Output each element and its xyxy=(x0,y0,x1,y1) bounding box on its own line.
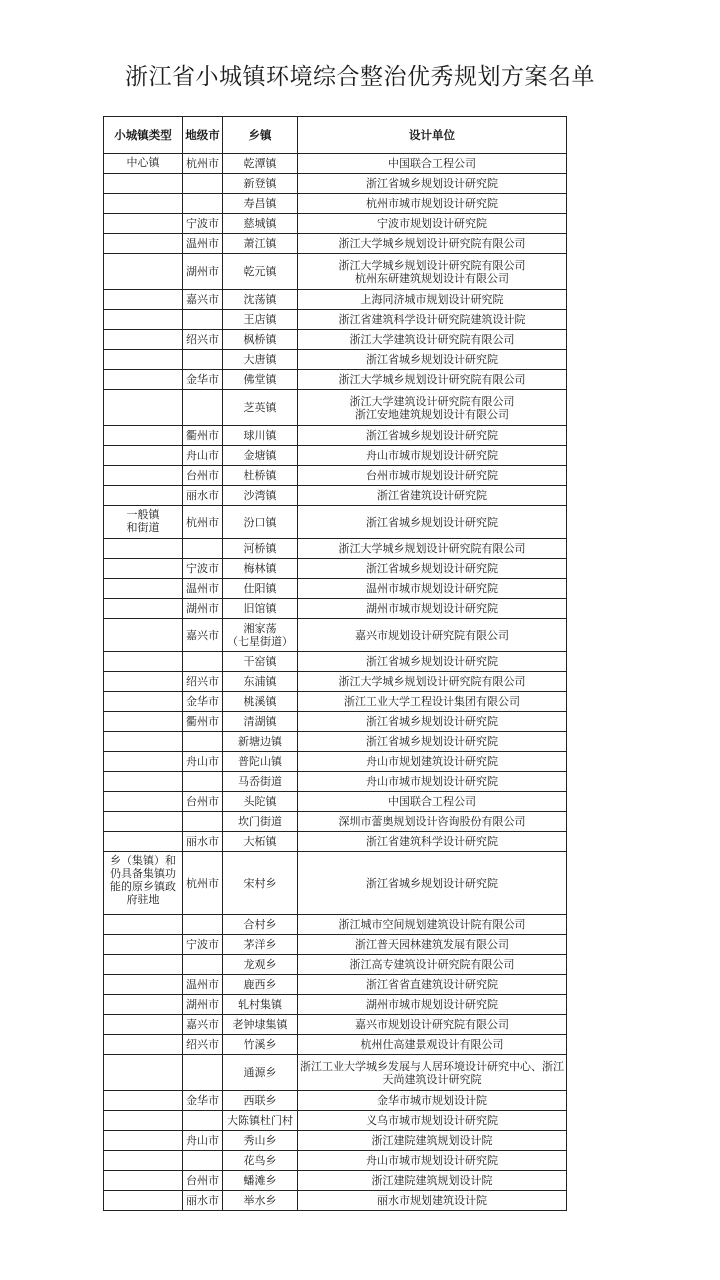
city-cell xyxy=(183,812,223,832)
unit-cell: 嘉兴市规划设计研究院有限公司 xyxy=(298,1015,567,1035)
type-cell xyxy=(104,752,183,772)
town-cell: 沈荡镇 xyxy=(223,290,298,310)
town-cell: 萧江镇 xyxy=(223,234,298,254)
table-row xyxy=(104,370,567,390)
city-cell xyxy=(183,1111,223,1131)
table-row xyxy=(104,599,567,619)
table-row xyxy=(104,214,567,234)
type-cell xyxy=(104,652,183,672)
city-cell: 衢州市 xyxy=(183,712,223,732)
header-unit: 设计单位 xyxy=(298,117,567,154)
table-row xyxy=(104,832,567,852)
table-row xyxy=(104,732,567,752)
town-cell: 马岙街道 xyxy=(223,772,298,792)
page-title: 浙江省小城镇环境综合整治优秀规划方案名单 xyxy=(125,64,595,90)
city-cell: 温州市 xyxy=(183,234,223,254)
town-cell: 清湖镇 xyxy=(223,712,298,732)
unit-cell: 浙江城市空间规划建筑设计院有限公司 xyxy=(298,915,567,935)
type-cell xyxy=(104,1091,183,1111)
town-cell: 鹿西乡 xyxy=(223,975,298,995)
town-cell: 秀山乡 xyxy=(223,1131,298,1151)
city-cell: 丽水市 xyxy=(183,486,223,506)
unit-cell: 温州市城市规划设计研究院 xyxy=(298,579,567,599)
town-cell: 蟠滩乡 xyxy=(223,1171,298,1191)
table-row xyxy=(104,1151,567,1171)
type-cell xyxy=(104,370,183,390)
unit-cell: 舟山市规划建筑设计研究院 xyxy=(298,752,567,772)
unit-cell: 湖州市城市规划设计研究院 xyxy=(298,599,567,619)
city-cell: 舟山市 xyxy=(183,1131,223,1151)
table-row xyxy=(104,194,567,214)
table-row xyxy=(104,1091,567,1111)
town-cell: 东浦镇 xyxy=(223,672,298,692)
type-cell: 乡（集镇）和仍具备集镇功能的原乡镇政府驻地 xyxy=(104,852,183,915)
town-cell: 河桥镇 xyxy=(223,539,298,559)
type-cell xyxy=(104,772,183,792)
type-cell xyxy=(104,194,183,214)
unit-cell: 上海同济城市规划设计研究院 xyxy=(298,290,567,310)
type-cell xyxy=(104,1015,183,1035)
unit-cell: 舟山市城市规划设计研究院 xyxy=(298,446,567,466)
city-cell: 台州市 xyxy=(183,466,223,486)
city-cell: 舟山市 xyxy=(183,752,223,772)
city-cell: 丽水市 xyxy=(183,832,223,852)
city-cell: 衢州市 xyxy=(183,426,223,446)
table-row xyxy=(104,712,567,732)
city-cell: 金华市 xyxy=(183,370,223,390)
unit-cell: 浙江大学城乡规划设计研究院有限公司 xyxy=(298,539,567,559)
town-cell: 湘家荡 （七星街道） xyxy=(223,619,298,652)
city-cell xyxy=(183,390,223,426)
unit-cell: 浙江省城乡规划设计研究院 xyxy=(298,350,567,370)
unit-cell: 浙江大学城乡规划设计研究院有限公司 xyxy=(298,370,567,390)
city-cell xyxy=(183,1151,223,1171)
table-row xyxy=(104,559,567,579)
unit-cell: 浙江工业大学城乡发展与人居环境设计研究中心、浙江天尚建筑设计研究院 xyxy=(298,1055,567,1091)
city-cell: 舟山市 xyxy=(183,446,223,466)
unit-cell: 浙江省建筑设计研究院 xyxy=(298,486,567,506)
table-row xyxy=(104,752,567,772)
city-cell: 温州市 xyxy=(183,579,223,599)
town-cell: 竹溪乡 xyxy=(223,1035,298,1055)
unit-cell: 浙江省城乡规划设计研究院 xyxy=(298,559,567,579)
table-row xyxy=(104,466,567,486)
town-cell: 大唐镇 xyxy=(223,350,298,370)
table-row xyxy=(104,1111,567,1131)
unit-cell: 湖州市城市规划设计研究院 xyxy=(298,995,567,1015)
table-row xyxy=(104,426,567,446)
unit-cell: 浙江省建筑科学设计研究院 xyxy=(298,832,567,852)
type-cell xyxy=(104,1191,183,1211)
city-cell: 杭州市 xyxy=(183,506,223,539)
city-cell: 绍兴市 xyxy=(183,1035,223,1055)
city-cell: 杭州市 xyxy=(183,154,223,174)
city-cell xyxy=(183,652,223,672)
table-row xyxy=(104,579,567,599)
city-cell: 嘉兴市 xyxy=(183,290,223,310)
town-cell: 芝英镇 xyxy=(223,390,298,426)
type-cell xyxy=(104,792,183,812)
city-cell xyxy=(183,1055,223,1091)
table-row xyxy=(104,390,567,426)
unit-cell: 浙江省城乡规划设计研究院 xyxy=(298,426,567,446)
city-cell: 湖州市 xyxy=(183,254,223,290)
city-cell: 丽水市 xyxy=(183,1191,223,1211)
unit-cell: 浙江大学城乡规划设计研究院有限公司 xyxy=(298,234,567,254)
type-cell xyxy=(104,915,183,935)
table-row xyxy=(104,619,567,652)
city-cell xyxy=(183,194,223,214)
city-cell xyxy=(183,732,223,752)
type-cell xyxy=(104,812,183,832)
type-cell xyxy=(104,579,183,599)
town-cell: 西联乡 xyxy=(223,1091,298,1111)
unit-cell: 浙江工业大学工程设计集团有限公司 xyxy=(298,692,567,712)
type-cell xyxy=(104,1035,183,1055)
city-cell: 绍兴市 xyxy=(183,672,223,692)
city-cell: 湖州市 xyxy=(183,599,223,619)
city-cell xyxy=(183,915,223,935)
city-cell: 宁波市 xyxy=(183,559,223,579)
type-cell xyxy=(104,672,183,692)
unit-cell: 浙江大学建筑设计研究院有限公司 xyxy=(298,330,567,350)
city-cell xyxy=(183,539,223,559)
unit-cell: 杭州市城市规划设计研究院 xyxy=(298,194,567,214)
town-cell: 坎门街道 xyxy=(223,812,298,832)
table-row xyxy=(104,446,567,466)
town-cell: 杜桥镇 xyxy=(223,466,298,486)
city-cell: 温州市 xyxy=(183,975,223,995)
city-cell: 湖州市 xyxy=(183,995,223,1015)
type-cell xyxy=(104,599,183,619)
table-row xyxy=(104,915,567,935)
type-cell xyxy=(104,1151,183,1171)
unit-cell: 浙江大学城乡规划设计研究院有限公司 杭州东研建筑规划设计有限公司 xyxy=(298,254,567,290)
town-cell: 普陀山镇 xyxy=(223,752,298,772)
unit-cell: 深圳市蕾奥规划设计咨询股份有限公司 xyxy=(298,812,567,832)
table-row xyxy=(104,539,567,559)
table-header-row xyxy=(104,117,567,154)
city-cell: 嘉兴市 xyxy=(183,1015,223,1035)
unit-cell: 舟山市城市规划设计研究院 xyxy=(298,772,567,792)
unit-cell: 浙江普天园林建筑发展有限公司 xyxy=(298,935,567,955)
unit-cell: 浙江建院建筑规划设计院 xyxy=(298,1171,567,1191)
table-row xyxy=(104,995,567,1015)
type-cell xyxy=(104,330,183,350)
type-cell xyxy=(104,1171,183,1191)
type-cell xyxy=(104,712,183,732)
table-row xyxy=(104,486,567,506)
table-row xyxy=(104,1191,567,1211)
town-cell: 花鸟乡 xyxy=(223,1151,298,1171)
town-cell: 球川镇 xyxy=(223,426,298,446)
type-cell xyxy=(104,539,183,559)
header-city: 地级市 xyxy=(183,117,223,154)
unit-cell: 嘉兴市规划设计研究院有限公司 xyxy=(298,619,567,652)
table-row xyxy=(104,935,567,955)
unit-cell: 浙江省城乡规划设计研究院 xyxy=(298,732,567,752)
town-cell: 新塘边镇 xyxy=(223,732,298,752)
type-cell xyxy=(104,1131,183,1151)
table-row xyxy=(104,506,567,539)
table-body xyxy=(104,154,567,1211)
unit-cell: 浙江省城乡规划设计研究院 xyxy=(298,174,567,194)
city-cell: 台州市 xyxy=(183,792,223,812)
table-row xyxy=(104,772,567,792)
table-row xyxy=(104,254,567,290)
unit-cell: 丽水市规划建筑设计院 xyxy=(298,1191,567,1211)
unit-cell: 金华市城市规划设计院 xyxy=(298,1091,567,1111)
table-row xyxy=(104,154,567,174)
unit-cell: 浙江省建筑科学设计研究院建筑设计院 xyxy=(298,310,567,330)
table-row xyxy=(104,1015,567,1035)
type-cell xyxy=(104,559,183,579)
town-cell: 大柘镇 xyxy=(223,832,298,852)
city-cell: 宁波市 xyxy=(183,214,223,234)
city-cell: 宁波市 xyxy=(183,935,223,955)
table-row xyxy=(104,1131,567,1151)
type-cell xyxy=(104,214,183,234)
type-cell xyxy=(104,426,183,446)
type-cell xyxy=(104,310,183,330)
table-row xyxy=(104,692,567,712)
town-cell: 枫桥镇 xyxy=(223,330,298,350)
type-cell xyxy=(104,619,183,652)
table-row xyxy=(104,975,567,995)
town-cell: 大陈镇杜门村 xyxy=(223,1111,298,1131)
town-cell: 通源乡 xyxy=(223,1055,298,1091)
town-cell: 沙湾镇 xyxy=(223,486,298,506)
unit-cell: 舟山市城市规划设计研究院 xyxy=(298,1151,567,1171)
town-cell: 头陀镇 xyxy=(223,792,298,812)
type-cell xyxy=(104,254,183,290)
town-cell: 仕阳镇 xyxy=(223,579,298,599)
type-cell xyxy=(104,832,183,852)
city-cell xyxy=(183,174,223,194)
unit-cell: 浙江省城乡规划设计研究院 xyxy=(298,506,567,539)
town-cell: 乾潭镇 xyxy=(223,154,298,174)
award-table xyxy=(103,116,567,1211)
unit-cell: 台州市城市规划设计研究院 xyxy=(298,466,567,486)
type-cell xyxy=(104,234,183,254)
town-cell: 慈城镇 xyxy=(223,214,298,234)
type-cell: 一般镇 和街道 xyxy=(104,506,183,539)
type-cell: 中心镇 xyxy=(104,154,183,174)
unit-cell: 浙江高专建筑设计研究院有限公司 xyxy=(298,955,567,975)
unit-cell: 杭州仕高建景观设计有限公司 xyxy=(298,1035,567,1055)
table-row xyxy=(104,350,567,370)
unit-cell: 浙江大学建筑设计研究院有限公司 浙江安地建筑规划设计有限公司 xyxy=(298,390,567,426)
header-town: 乡镇 xyxy=(223,117,298,154)
town-cell: 梅林镇 xyxy=(223,559,298,579)
town-cell: 佛堂镇 xyxy=(223,370,298,390)
unit-cell: 中国联合工程公司 xyxy=(298,154,567,174)
header-type: 小城镇类型 xyxy=(104,117,183,154)
table-row xyxy=(104,330,567,350)
table-row xyxy=(104,852,567,915)
city-cell xyxy=(183,350,223,370)
town-cell: 茅洋乡 xyxy=(223,935,298,955)
type-cell xyxy=(104,1111,183,1131)
town-cell: 王店镇 xyxy=(223,310,298,330)
type-cell xyxy=(104,732,183,752)
city-cell: 金华市 xyxy=(183,692,223,712)
table-row xyxy=(104,234,567,254)
city-cell: 杭州市 xyxy=(183,852,223,915)
city-cell: 嘉兴市 xyxy=(183,619,223,652)
type-cell xyxy=(104,935,183,955)
type-cell xyxy=(104,955,183,975)
type-cell xyxy=(104,692,183,712)
table-row xyxy=(104,955,567,975)
table-row xyxy=(104,1035,567,1055)
unit-cell: 浙江大学城乡规划设计研究院有限公司 xyxy=(298,672,567,692)
type-cell xyxy=(104,1055,183,1091)
town-cell: 新登镇 xyxy=(223,174,298,194)
unit-cell: 宁波市规划设计研究院 xyxy=(298,214,567,234)
town-cell: 干窑镇 xyxy=(223,652,298,672)
type-cell xyxy=(104,350,183,370)
table-row xyxy=(104,792,567,812)
city-cell: 金华市 xyxy=(183,1091,223,1111)
type-cell xyxy=(104,446,183,466)
unit-cell: 浙江建院建筑规划设计院 xyxy=(298,1131,567,1151)
town-cell: 桃溪镇 xyxy=(223,692,298,712)
type-cell xyxy=(104,486,183,506)
type-cell xyxy=(104,975,183,995)
town-cell: 轧村集镇 xyxy=(223,995,298,1015)
town-cell: 金塘镇 xyxy=(223,446,298,466)
city-cell xyxy=(183,772,223,792)
city-cell: 绍兴市 xyxy=(183,330,223,350)
city-cell xyxy=(183,310,223,330)
type-cell xyxy=(104,390,183,426)
town-cell: 旧馆镇 xyxy=(223,599,298,619)
town-cell: 合村乡 xyxy=(223,915,298,935)
table-row xyxy=(104,174,567,194)
city-cell xyxy=(183,955,223,975)
type-cell xyxy=(104,290,183,310)
unit-cell: 浙江省城乡规划设计研究院 xyxy=(298,712,567,732)
type-cell xyxy=(104,174,183,194)
city-cell: 台州市 xyxy=(183,1171,223,1191)
town-cell: 龙观乡 xyxy=(223,955,298,975)
table-row xyxy=(104,1055,567,1091)
unit-cell: 浙江省城乡规划设计研究院 xyxy=(298,852,567,915)
town-cell: 汾口镇 xyxy=(223,506,298,539)
town-cell: 举水乡 xyxy=(223,1191,298,1211)
unit-cell: 浙江省城乡规划设计研究院 xyxy=(298,652,567,672)
town-cell: 乾元镇 xyxy=(223,254,298,290)
table-row xyxy=(104,1171,567,1191)
type-cell xyxy=(104,466,183,486)
town-cell: 宋村乡 xyxy=(223,852,298,915)
unit-cell: 义乌市城市规划设计研究院 xyxy=(298,1111,567,1131)
type-cell xyxy=(104,995,183,1015)
table-row xyxy=(104,290,567,310)
table-row xyxy=(104,310,567,330)
town-cell: 寿昌镇 xyxy=(223,194,298,214)
table-row xyxy=(104,812,567,832)
unit-cell: 中国联合工程公司 xyxy=(298,792,567,812)
town-cell: 老钟埭集镇 xyxy=(223,1015,298,1035)
table-row xyxy=(104,672,567,692)
table-row xyxy=(104,652,567,672)
unit-cell: 浙江省省直建筑设计研究院 xyxy=(298,975,567,995)
